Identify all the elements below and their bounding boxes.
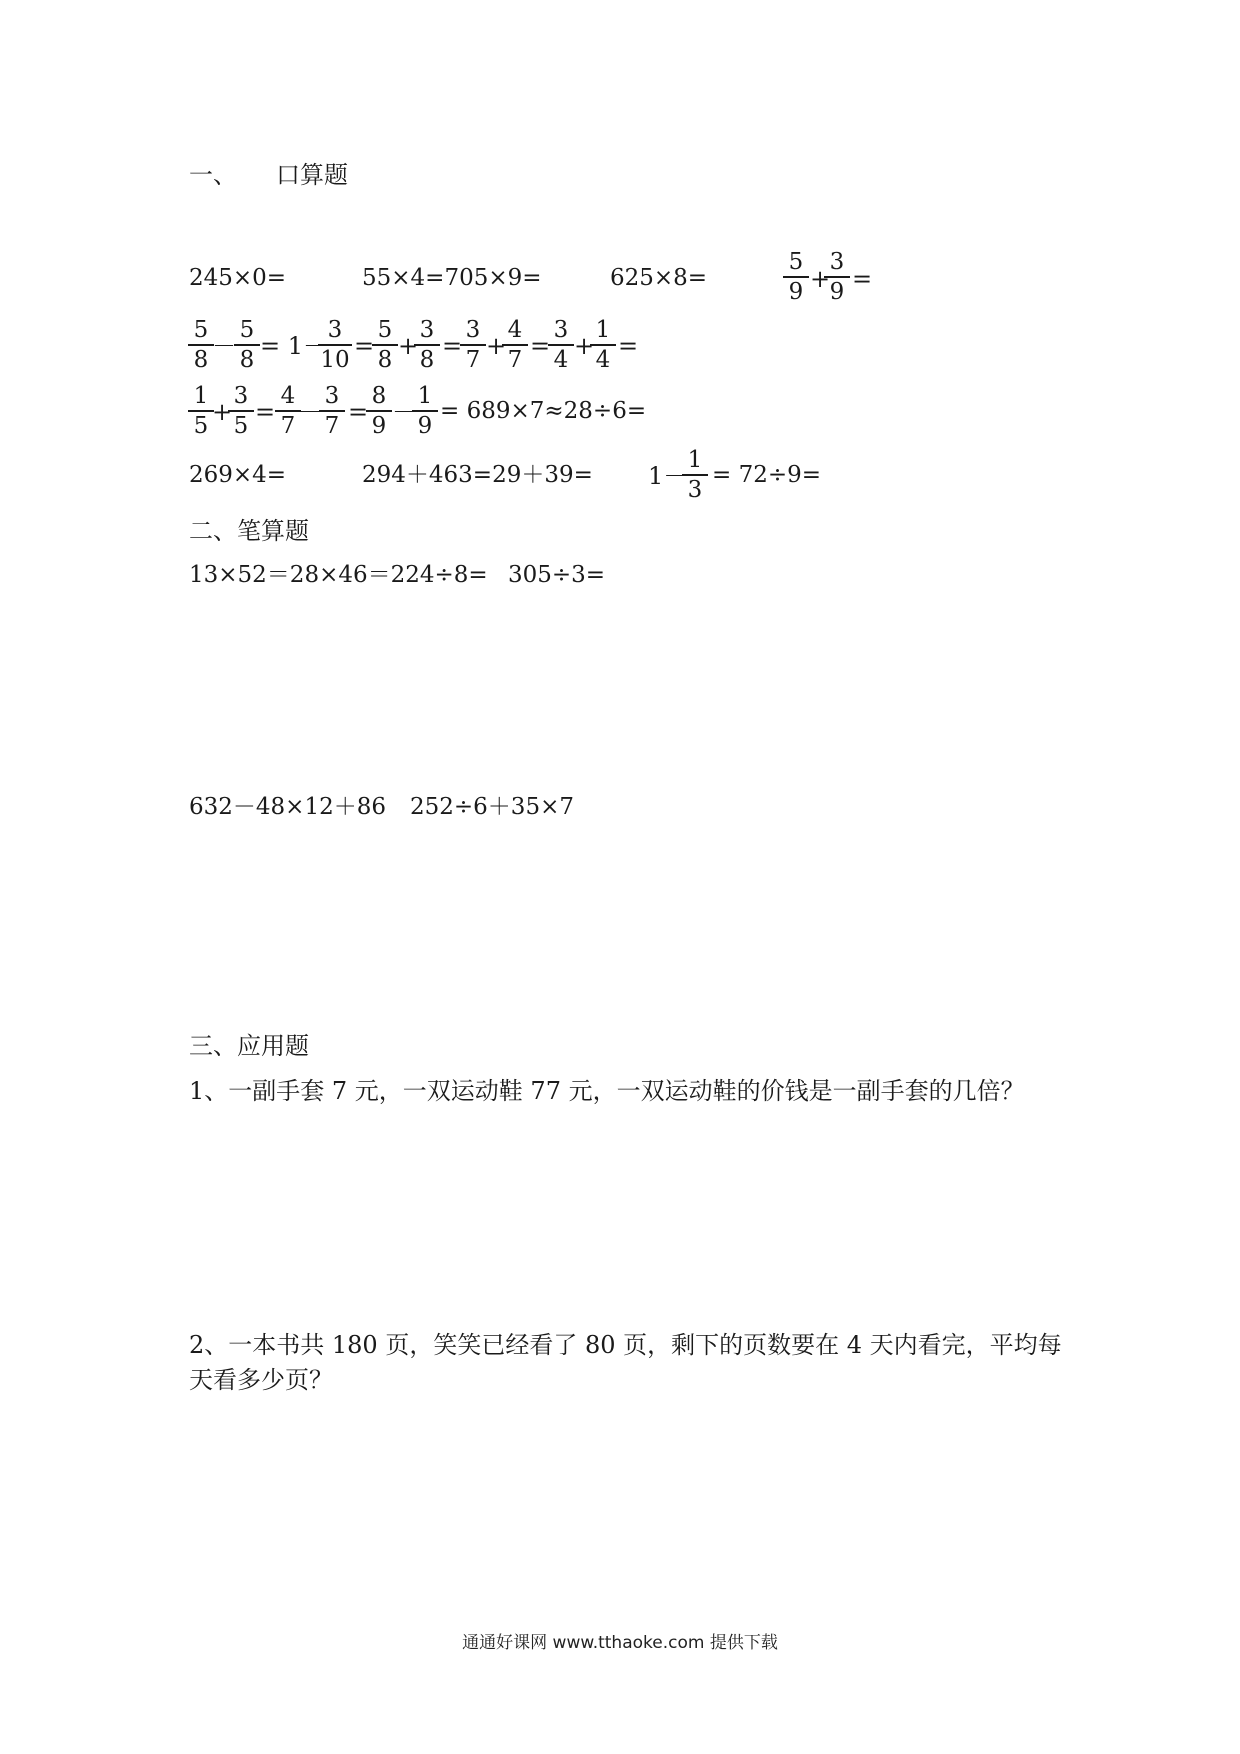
fraction: $\frac{5}{9}$ bbox=[783, 250, 809, 304]
problem-632-minus: 632－48×12＋86 bbox=[189, 794, 386, 820]
operator-plus: + bbox=[574, 332, 595, 360]
fraction: $\frac{4}{7}$ bbox=[275, 384, 301, 438]
operator-plus: + bbox=[212, 398, 233, 426]
fraction: $\frac{3}{7}$ bbox=[460, 318, 486, 372]
word-problem-1: 1、一副手套 7 元，一双运动鞋 77 元，一双运动鞋的价钱是一副手套的几倍？ bbox=[189, 1077, 1025, 1105]
fraction: $\frac{5}{8}$ bbox=[234, 318, 260, 372]
fraction: $\frac{3}{7}$ bbox=[319, 384, 345, 438]
operator-minus: － bbox=[298, 398, 322, 426]
fraction: $\frac{3}{9}$ bbox=[824, 250, 850, 304]
fraction: $\frac{1}{9}$ bbox=[412, 384, 438, 438]
fraction: $\frac{1}{3}$ bbox=[682, 448, 708, 502]
operator-equals: = bbox=[255, 398, 276, 426]
fraction: $\frac{3}{5}$ bbox=[228, 384, 254, 438]
problem-245x0: 245×0= bbox=[189, 265, 287, 291]
word-problem-2-line-2: 天看多少页？ bbox=[189, 1366, 333, 1394]
fraction: $\frac{1}{5}$ bbox=[188, 384, 214, 438]
problem-252-div-6: 252÷6＋35×7 bbox=[410, 794, 574, 820]
problem-625x8: 625×8= bbox=[610, 265, 708, 291]
fraction: $\frac{5}{8}$ bbox=[188, 318, 214, 372]
operator-minus: － bbox=[212, 332, 236, 360]
expression-1-minus: 1－ bbox=[648, 462, 688, 490]
fraction: $\frac{3}{10}$ bbox=[318, 318, 352, 372]
operator-equals: = bbox=[442, 332, 463, 360]
operator-equals: = bbox=[852, 265, 873, 293]
section-1-title: 口算题 bbox=[276, 161, 348, 189]
section-1-number: 一、 bbox=[189, 161, 237, 189]
problem-269x4: 269×4= bbox=[189, 462, 287, 488]
operator-minus: － bbox=[392, 398, 416, 426]
fraction: $\frac{8}{9}$ bbox=[366, 384, 392, 438]
operator-equals: = bbox=[530, 332, 551, 360]
operator-equals: = bbox=[618, 332, 639, 360]
fraction: $\frac{1}{4}$ bbox=[590, 318, 616, 372]
footer-credit: 通通好课网 www.tthaoke.com 提供下载 bbox=[462, 1633, 778, 1653]
problem-72-div-9: = 72÷9= bbox=[712, 462, 822, 488]
operator-equals: = bbox=[348, 398, 369, 426]
fraction: $\frac{5}{8}$ bbox=[372, 318, 398, 372]
problem-689x7: = 689×7≈28÷6= bbox=[440, 398, 647, 424]
operator-equals: = bbox=[354, 332, 375, 360]
operator-plus: + bbox=[398, 332, 419, 360]
word-problem-2-line-1: 2、一本书共 180 页，笑笑已经看了 80 页，剩下的页数要在 4 天内看完，平均每 bbox=[189, 1331, 1062, 1359]
section-2-title: 二、笔算题 bbox=[189, 517, 309, 545]
written-problems-row-1: 13×52＝28×46＝224÷8= bbox=[189, 562, 488, 588]
problem-305-div-3: 305÷3= bbox=[508, 562, 606, 588]
operator-equals: = 1－ bbox=[260, 332, 328, 360]
fraction: $\frac{4}{7}$ bbox=[502, 318, 528, 372]
operator-plus: + bbox=[810, 265, 831, 293]
problem-294-plus-463: 294＋463=29＋39= bbox=[362, 462, 593, 488]
fraction: $\frac{3}{8}$ bbox=[414, 318, 440, 372]
operator-plus: + bbox=[486, 332, 507, 360]
problem-55x4: 55×4=705×9= bbox=[362, 265, 542, 291]
section-3-title: 三、应用题 bbox=[189, 1032, 309, 1060]
fraction: $\frac{3}{4}$ bbox=[548, 318, 574, 372]
